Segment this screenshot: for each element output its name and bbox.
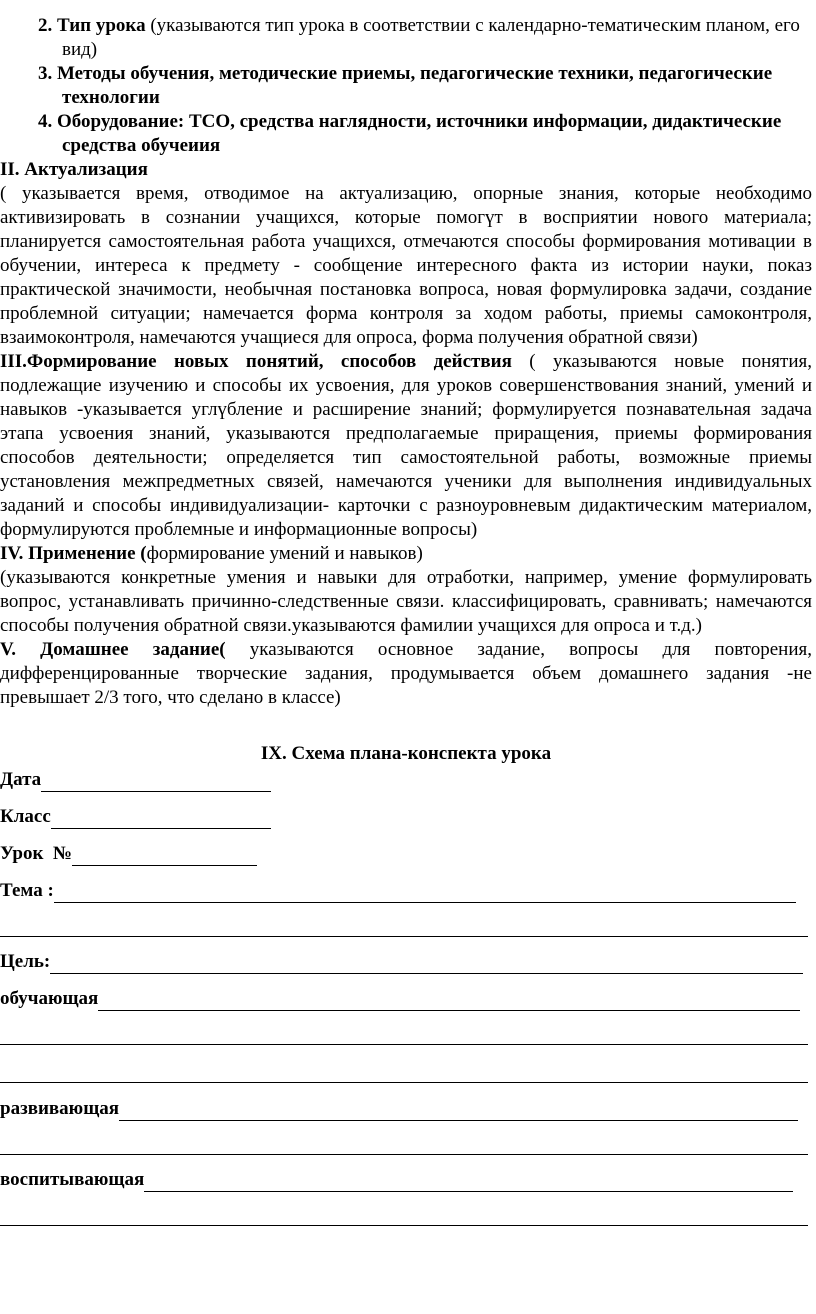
lesson-number-field[interactable]: [0, 842, 812, 866]
section-homework-text: указываются основное задание, вопросы для повторения, дифференцированные творческие задания, продумывается объем домашнего задания -не превышает 2/3 того, что сделано в классе): [0, 639, 812, 708]
section-new-concepts-heading: III.Формирование новых понятий, способов действия: [0, 351, 512, 372]
educational-goal-blank[interactable]: [98, 991, 800, 1011]
section-application-heading-line: [0, 542, 812, 566]
item-lesson-type-text: (указываются тип урока в соответствии с календарно-тематическим планом, его вид): [62, 15, 800, 60]
class-label: Класс: [0, 806, 51, 827]
educational-goal-label: обучающая: [0, 988, 99, 1009]
topic-field[interactable]: [0, 879, 812, 903]
section-actualization-heading: II. Актуализация: [0, 159, 148, 180]
lesson-number-blank[interactable]: [72, 846, 257, 866]
date-blank[interactable]: [41, 772, 271, 792]
educational-goal-line-2[interactable]: [0, 1043, 808, 1045]
item-equipment: 4. Оборудование: ТСО, средства наглядности, источники информации, дидактические средства обучеиия: [38, 111, 782, 156]
section-new-concepts: [0, 350, 812, 542]
goal-blank[interactable]: [50, 954, 803, 974]
item-lesson-type-title: 2. Тип урока: [38, 15, 151, 36]
section-application-text: (указываются конкретные умения и навыки для отработки, например, умение формулировать вопрос, устанавливать причинно-следственные связи. классифицировать, сравнивать; намечаются способы получения обратной связи.указываются фамилии учащихся для опроса и т.д.): [0, 567, 812, 636]
section-application-heading: IV. Применение (: [0, 543, 147, 564]
document-page: [0, 14, 812, 1226]
date-label: Дата: [0, 769, 42, 790]
section-actualization-text: ( указывается время, отводимое на актуализацию, опорные знания, которые необходимо активизировать в сознании учащихся, которые помогүт в восприятии нового материала; планируется самостоятельная работа учащихся, отмечаются способы формирования мотивации в обучении, интереса к предмету - сообщение интересного факта из истории науки, показ практической значимости, необычная постановка вопроса, новая формулировка задачи, создание проблемной ситуации; намечается форма контроля за ходом работы, приемы самоконтроля, взаимоконтроля, намечаются учащиеся для опроса, форма получения обратной связи): [0, 183, 812, 348]
item-teaching-methods: 3. Методы обучения, методические приемы, педагогические техники, педагогические технологии: [38, 63, 773, 108]
developmental-goal-line-2[interactable]: [0, 1153, 808, 1155]
section-homework-heading: V. Домашнее задание(: [0, 639, 226, 660]
upbringing-goal-field[interactable]: [0, 1168, 812, 1192]
item-lesson-type: [38, 14, 812, 62]
section-application-subtitle: формирование умений и навыков): [146, 543, 423, 564]
class-field[interactable]: [0, 805, 812, 829]
developmental-goal-blank[interactable]: [119, 1101, 798, 1121]
date-field[interactable]: [0, 768, 812, 792]
topic-blank[interactable]: [54, 883, 796, 903]
goal-label: Цель:: [0, 951, 51, 972]
class-blank[interactable]: [51, 809, 271, 829]
educational-goal-line-3[interactable]: [0, 1081, 808, 1083]
lesson-number-label: Урок №: [0, 843, 72, 864]
goal-field[interactable]: [0, 950, 812, 974]
upbringing-goal-blank[interactable]: [144, 1172, 793, 1192]
topic-label: Тема :: [0, 880, 54, 901]
form-title: IX. Схема плана-конспекта урока: [260, 743, 552, 764]
developmental-goal-field[interactable]: [0, 1097, 812, 1121]
educational-goal-field[interactable]: [0, 987, 812, 1011]
section-new-concepts-text: ( указываются новые понятия, подлежащие изучению и способы их усвоения, для уроков совершенствования знаний, умений и навыков -указывается углүбление и расширение знаний; формулируется познавательная задача этапа усвоения знаний, указываются предполагаемые приращения, приемы формирования способов деятельности; определяется тип самостоятельной работы, возможные приемы установления межпредметных связей, намечаются ученики для выполнения индивидуальных заданий и способы индивидуализации- карточки с разноуровневым дидактическим материалом, формулируются проблемные и информационные вопросы): [0, 351, 813, 540]
upbringing-goal-line-2[interactable]: [0, 1224, 808, 1226]
section-homework: [0, 638, 812, 710]
upbringing-goal-label: воспитывающая: [0, 1169, 145, 1190]
developmental-goal-label: развивающая: [0, 1098, 120, 1119]
topic-blank-line-2[interactable]: [0, 935, 808, 937]
